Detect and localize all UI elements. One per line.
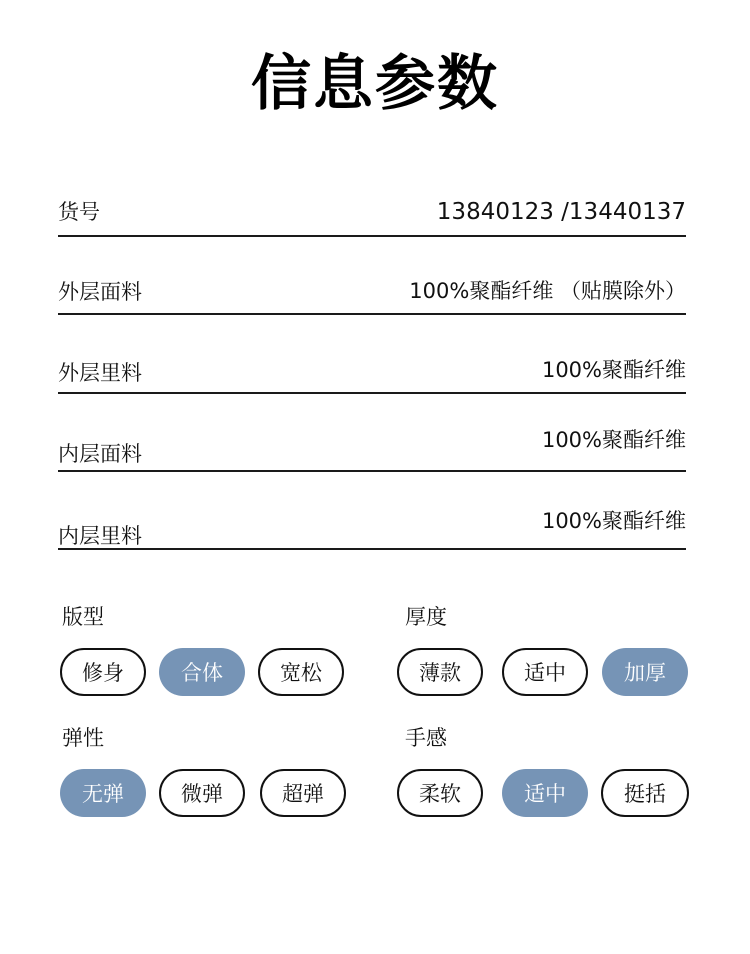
param-value: 100%聚酯纤维 [541, 358, 686, 382]
chip-option[interactable]: 挺括 [601, 769, 689, 817]
chip-option[interactable]: 微弹 [159, 769, 245, 817]
param-row-outer-fabric [58, 270, 686, 315]
page-title: 信息参数 [251, 49, 499, 119]
chip-option[interactable]: 超弹 [260, 769, 346, 817]
group-label: 版型 [62, 605, 104, 629]
param-label: 外层里料 [58, 361, 142, 385]
group-hand-feel [397, 724, 697, 820]
chip-option[interactable]: 适中 [502, 648, 588, 696]
param-row-item-number [58, 190, 686, 237]
param-value: 100%聚酯纤维 （贴膜除外） [409, 279, 686, 303]
chip-option[interactable]: 薄款 [397, 648, 483, 696]
param-value: 100%聚酯纤维 [541, 428, 686, 452]
param-value: 13840123 /13440137 [436, 199, 686, 225]
chip-list [397, 769, 697, 817]
group-fit [60, 603, 360, 699]
param-row-inner-lining [58, 500, 686, 550]
chip-option[interactable]: 无弹 [60, 769, 146, 817]
chip-option[interactable]: 修身 [60, 648, 146, 696]
group-label: 弹性 [62, 726, 104, 750]
chip-list [397, 648, 697, 696]
group-label: 厚度 [405, 605, 447, 629]
chip-list [60, 648, 360, 696]
chip-option[interactable]: 宽松 [258, 648, 344, 696]
group-elasticity [60, 724, 360, 820]
chip-option[interactable]: 加厚 [602, 648, 688, 696]
param-row-outer-lining [58, 350, 686, 394]
chip-option[interactable]: 合体 [159, 648, 245, 696]
param-label: 货号 [58, 200, 100, 224]
group-label: 手感 [405, 726, 447, 750]
param-label: 内层面料 [58, 442, 142, 466]
chip-list [60, 769, 360, 817]
group-thickness [397, 603, 697, 699]
param-label: 内层里料 [58, 524, 142, 548]
chip-option[interactable]: 柔软 [397, 769, 483, 817]
param-value: 100%聚酯纤维 [541, 509, 686, 533]
param-label: 外层面料 [58, 280, 142, 304]
chip-option[interactable]: 适中 [502, 769, 588, 817]
param-row-inner-fabric [58, 420, 686, 472]
